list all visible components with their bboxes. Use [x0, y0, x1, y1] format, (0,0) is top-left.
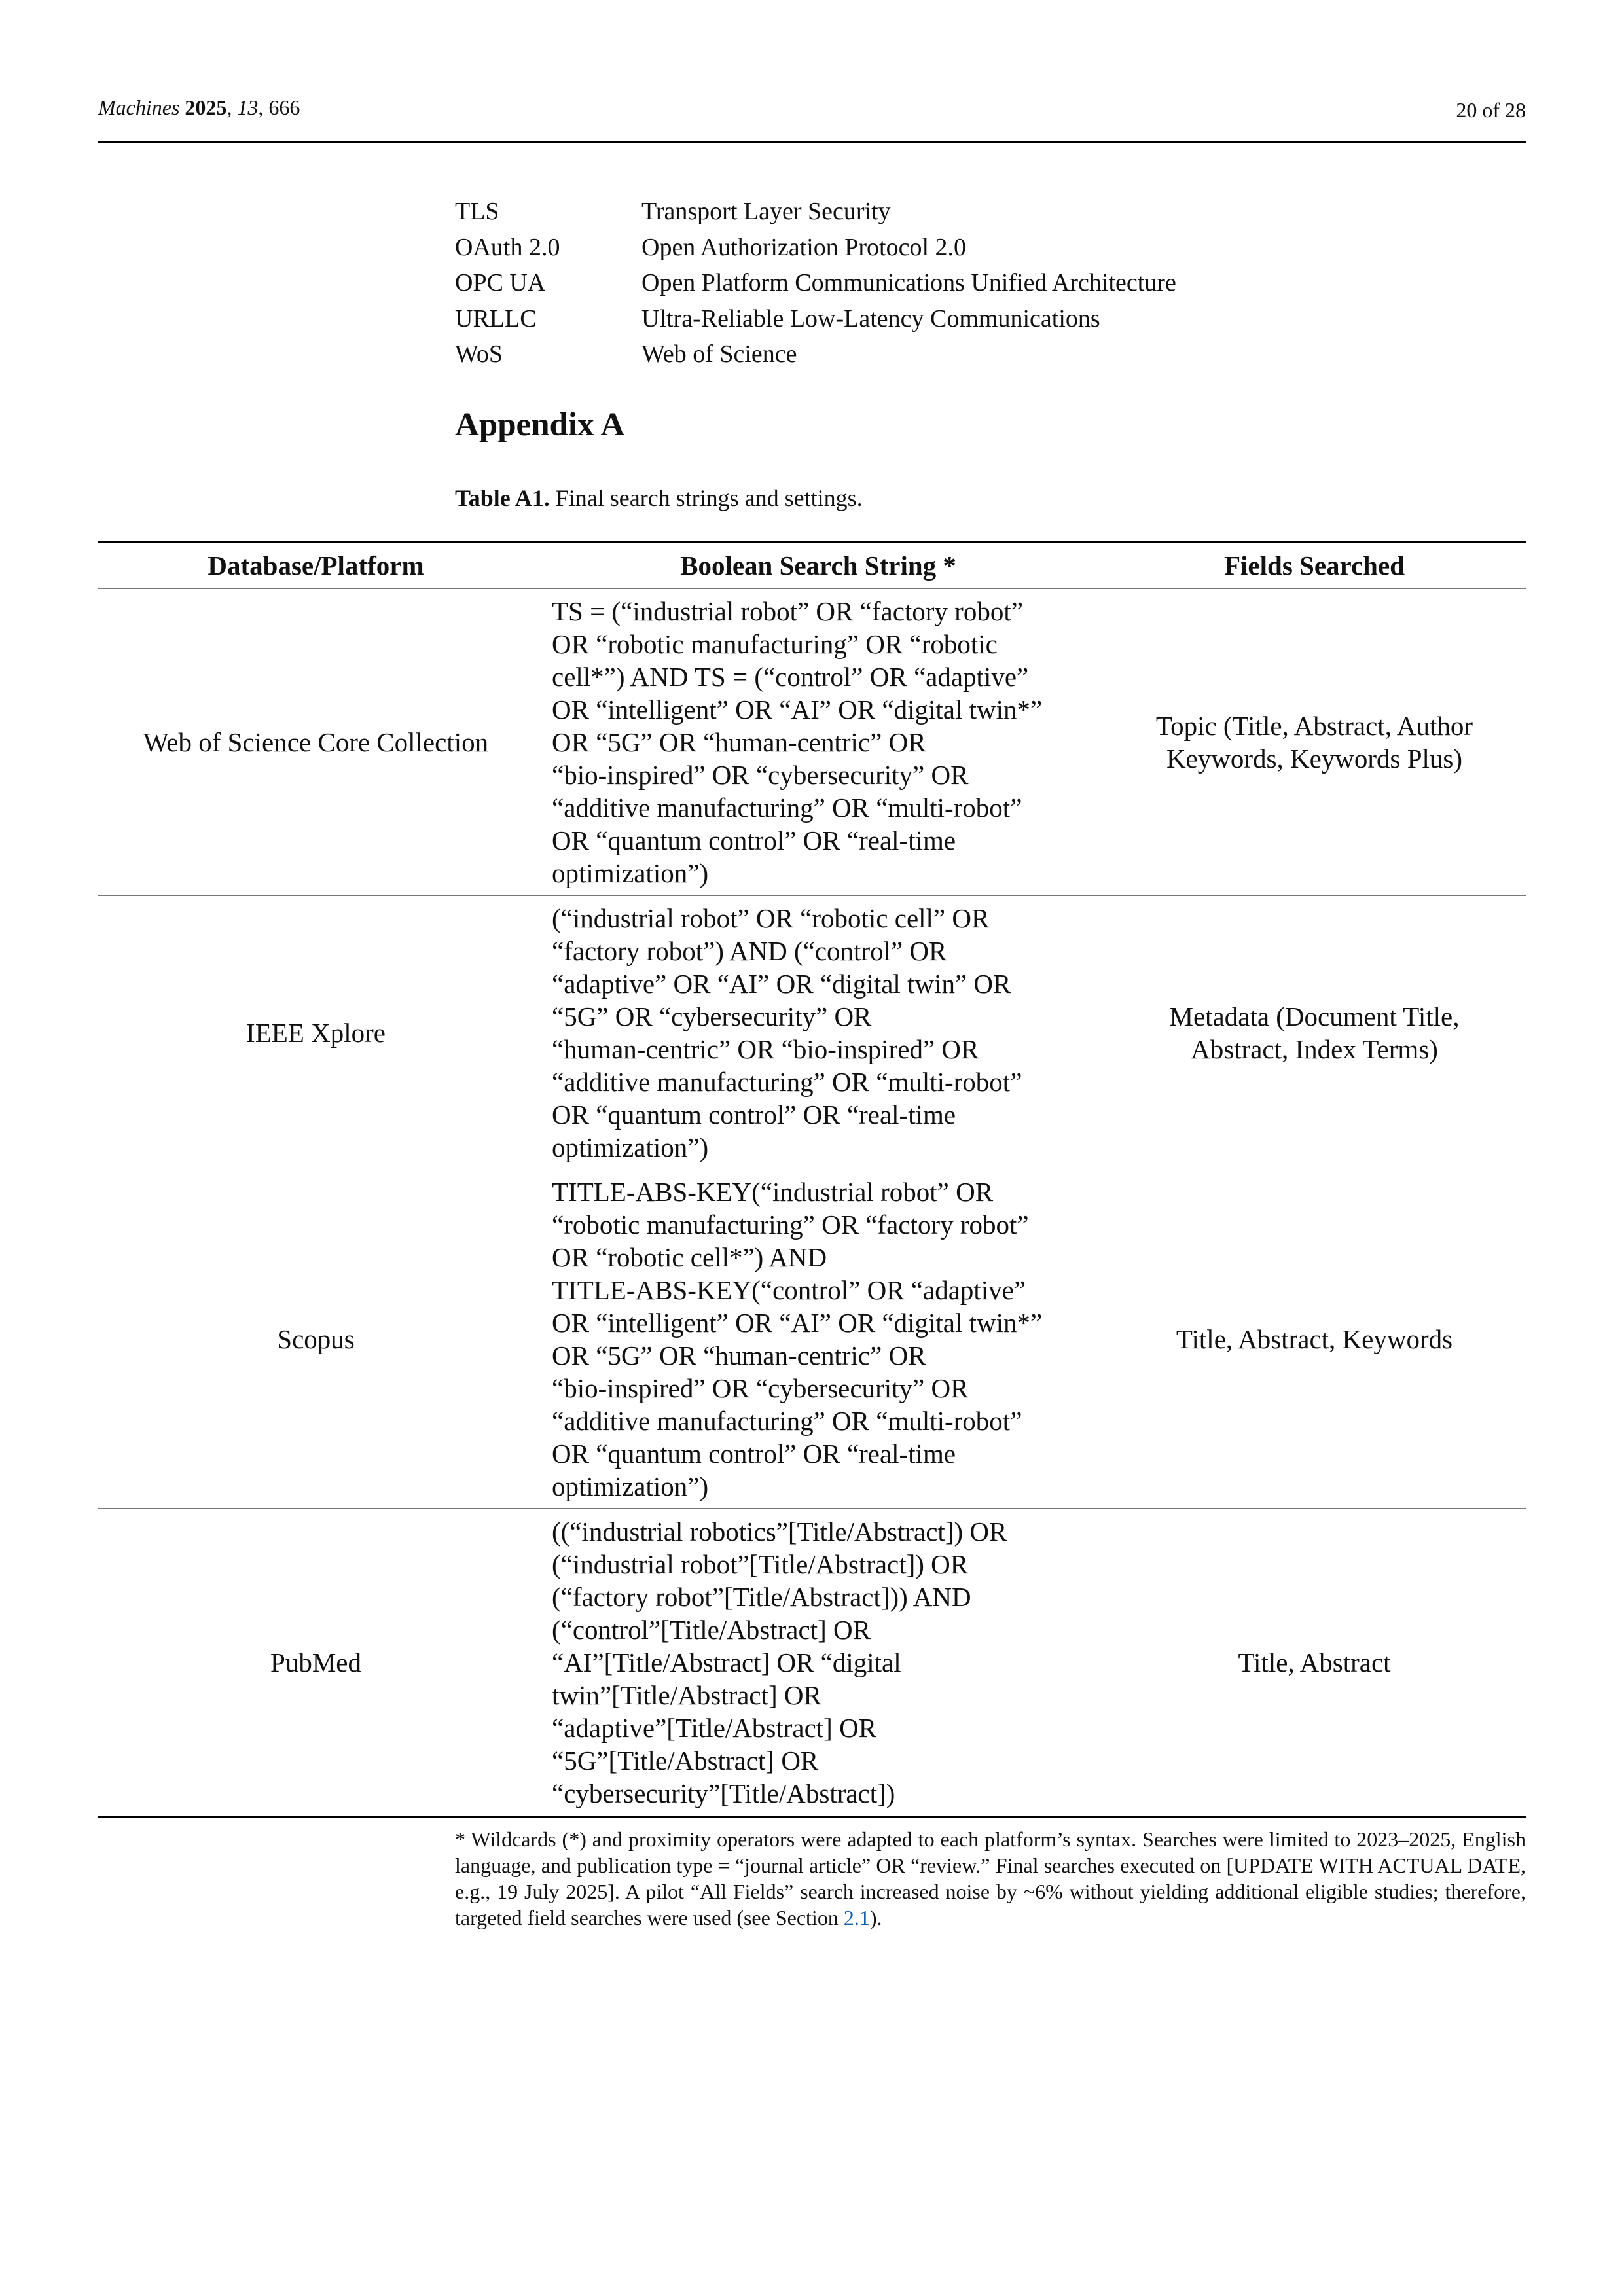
- table-caption-label: Table A1.: [455, 485, 550, 511]
- search-string-line: optimization”): [552, 1471, 709, 1501]
- database-cell: IEEE Xplore: [98, 896, 533, 1170]
- search-string-line: “adaptive” OR “AI” OR “digital twin” OR: [552, 969, 1011, 999]
- table-row: [98, 1170, 1526, 1509]
- search-string-line: (“factory robot”[Title/Abstract])) AND: [552, 1582, 971, 1612]
- abbreviation-definition: Open Platform Communications Unified Architecture: [641, 269, 1176, 297]
- search-string-line: “bio-inspired” OR “cybersecurity” OR: [552, 760, 969, 790]
- abbreviation-row: [455, 230, 1176, 266]
- search-string-line: “factory robot”) AND (“control” OR: [552, 936, 947, 966]
- search-string-line: OR “quantum control” OR “real-time: [552, 825, 956, 855]
- section-link[interactable]: 2.1: [843, 1906, 870, 1929]
- abbreviation-key: OAuth 2.0: [455, 233, 560, 261]
- abbreviation-row: [455, 301, 1176, 337]
- abbreviation-key: WoS: [455, 340, 503, 368]
- search-string-line: “human-centric” OR “bio-inspired” OR: [552, 1034, 979, 1064]
- search-string-line: “5G” OR “cybersecurity” OR: [552, 1001, 872, 1031]
- search-string-line: twin”[Title/Abstract] OR: [552, 1680, 821, 1710]
- fields-line: Metadata (Document Title,: [1169, 1001, 1460, 1031]
- fields-line: Title, Abstract: [1238, 1647, 1391, 1677]
- search-string-line: OR “5G” OR “human-centric” OR: [552, 1340, 926, 1371]
- header-database: Database/Platform: [98, 542, 533, 589]
- abbreviation-key: URLLC: [455, 304, 537, 332]
- journal-name: Machines: [98, 96, 180, 119]
- header-search-string: Boolean Search String *: [533, 542, 1103, 589]
- search-string-line: OR “robotic cell*”) AND: [552, 1242, 827, 1272]
- article-number: 666: [268, 96, 300, 119]
- search-string-line: cell*”) AND TS = (“control” OR “adaptive”: [552, 662, 1029, 692]
- journal-year: 2025: [185, 96, 227, 119]
- abbreviation-key: OPC UA: [455, 269, 546, 297]
- database-cell: Web of Science Core Collection: [98, 589, 533, 896]
- search-string-line: “AI”[Title/Abstract] OR “digital: [552, 1647, 901, 1677]
- search-string-line: ((“industrial robotics”[Title/Abstract]) OR: [552, 1516, 1007, 1547]
- search-strings-table: [98, 541, 1526, 1818]
- abbreviation-definition: Transport Layer Security: [641, 198, 891, 226]
- search-string-line: TITLE-ABS-KEY(“industrial robot” OR: [552, 1177, 994, 1207]
- search-string-line: “robotic manufacturing” OR “factory robot”: [552, 1210, 1029, 1240]
- fields-cell: [1103, 1509, 1526, 1818]
- fields-line: Abstract, Index Terms): [1191, 1034, 1438, 1064]
- database-cell: Scopus: [98, 1170, 533, 1509]
- search-string-line: TS = (“industrial robot” OR “factory robot”: [552, 596, 1023, 626]
- search-string-line: OR “quantum control” OR “real-time: [552, 1439, 956, 1469]
- search-string-line: (“industrial robot” OR “robotic cell” OR: [552, 903, 990, 933]
- search-string-line: “5G”[Title/Abstract] OR: [552, 1746, 819, 1776]
- header-fields: Fields Searched: [1103, 542, 1526, 589]
- fields-cell: [1103, 1170, 1526, 1509]
- search-string-cell: [533, 1509, 1103, 1818]
- abbreviation-definition: Ultra-Reliable Low-Latency Communications: [641, 304, 1100, 332]
- fields-line: Title, Abstract, Keywords: [1176, 1324, 1453, 1354]
- search-string-line: OR “intelligent” OR “AI” OR “digital twin*”: [552, 1308, 1043, 1338]
- search-string-line: “additive manufacturing” OR “multi-robot”: [552, 793, 1022, 823]
- abbreviation-key: TLS: [455, 198, 499, 226]
- database-cell: PubMed: [98, 1509, 533, 1818]
- table-caption-text: Final search strings and settings.: [555, 485, 863, 511]
- search-string-cell: [533, 1170, 1103, 1509]
- search-string-line: TITLE-ABS-KEY(“control” OR “adaptive”: [552, 1275, 1026, 1305]
- search-string-line: “additive manufacturing” OR “multi-robot”: [552, 1406, 1022, 1436]
- search-string-line: OR “5G” OR “human-centric” OR: [552, 727, 926, 757]
- search-string-line: OR “intelligent” OR “AI” OR “digital twin*”: [552, 694, 1043, 725]
- search-string-line: OR “robotic manufacturing” OR “robotic: [552, 629, 998, 659]
- page-header: [98, 96, 1526, 143]
- search-string-line: “additive manufacturing” OR “multi-robot”: [552, 1067, 1022, 1097]
- journal-citation: Machines 2025, 13, 666: [98, 96, 300, 119]
- table-footnote: [455, 1826, 1526, 1931]
- search-string-line: OR “quantum control” OR “real-time: [552, 1100, 956, 1130]
- search-string-line: (“control”[Title/Abstract] OR: [552, 1615, 871, 1645]
- search-string-line: “cybersecurity”[Title/Abstract]): [552, 1778, 895, 1808]
- footnote-end: ).: [869, 1906, 882, 1929]
- table-row: [98, 896, 1526, 1170]
- fields-cell: [1103, 896, 1526, 1170]
- search-string-line: optimization”): [552, 1132, 709, 1162]
- fields-cell: [1103, 589, 1526, 896]
- table-row: [98, 1509, 1526, 1818]
- journal-volume: 13: [237, 96, 259, 119]
- footnote-text: * Wildcards (*) and proximity operators were adapted to each platform’s syntax. Searches were limited to 2023–2025, English language, and publication type = “journal article” OR “review.” Final searches executed on [UPDATE WITH ACTUAL DATE, e.g., 19 July 2025]. A pilot “All Fields” search increased noise by ~6% without yielding additional eligible studies; therefore, targeted field searches were used (see Section: [455, 1827, 1526, 1929]
- appendix-heading: Appendix A: [455, 406, 625, 443]
- fields-line: Topic (Title, Abstract, Author: [1155, 711, 1473, 741]
- table-row: [98, 589, 1526, 896]
- search-string-cell: [533, 896, 1103, 1170]
- abbreviation-list: [455, 194, 1176, 372]
- table-caption: [455, 484, 863, 512]
- search-string-line: “bio-inspired” OR “cybersecurity” OR: [552, 1373, 969, 1403]
- abbreviation-definition: Web of Science: [641, 340, 797, 368]
- search-string-line: “adaptive”[Title/Abstract] OR: [552, 1713, 877, 1743]
- abbreviation-row: [455, 194, 1176, 230]
- search-string-line: (“industrial robot”[Title/Abstract]) OR: [552, 1549, 969, 1579]
- abbreviation-row: [455, 336, 1176, 372]
- search-string-line: optimization”): [552, 858, 709, 888]
- abbreviation-definition: Open Authorization Protocol 2.0: [641, 233, 967, 261]
- abbreviation-row: [455, 265, 1176, 301]
- page-number: 20 of 28: [1456, 98, 1526, 122]
- search-string-cell: [533, 589, 1103, 896]
- table-header-row: [98, 542, 1526, 589]
- fields-line: Keywords, Keywords Plus): [1166, 744, 1463, 774]
